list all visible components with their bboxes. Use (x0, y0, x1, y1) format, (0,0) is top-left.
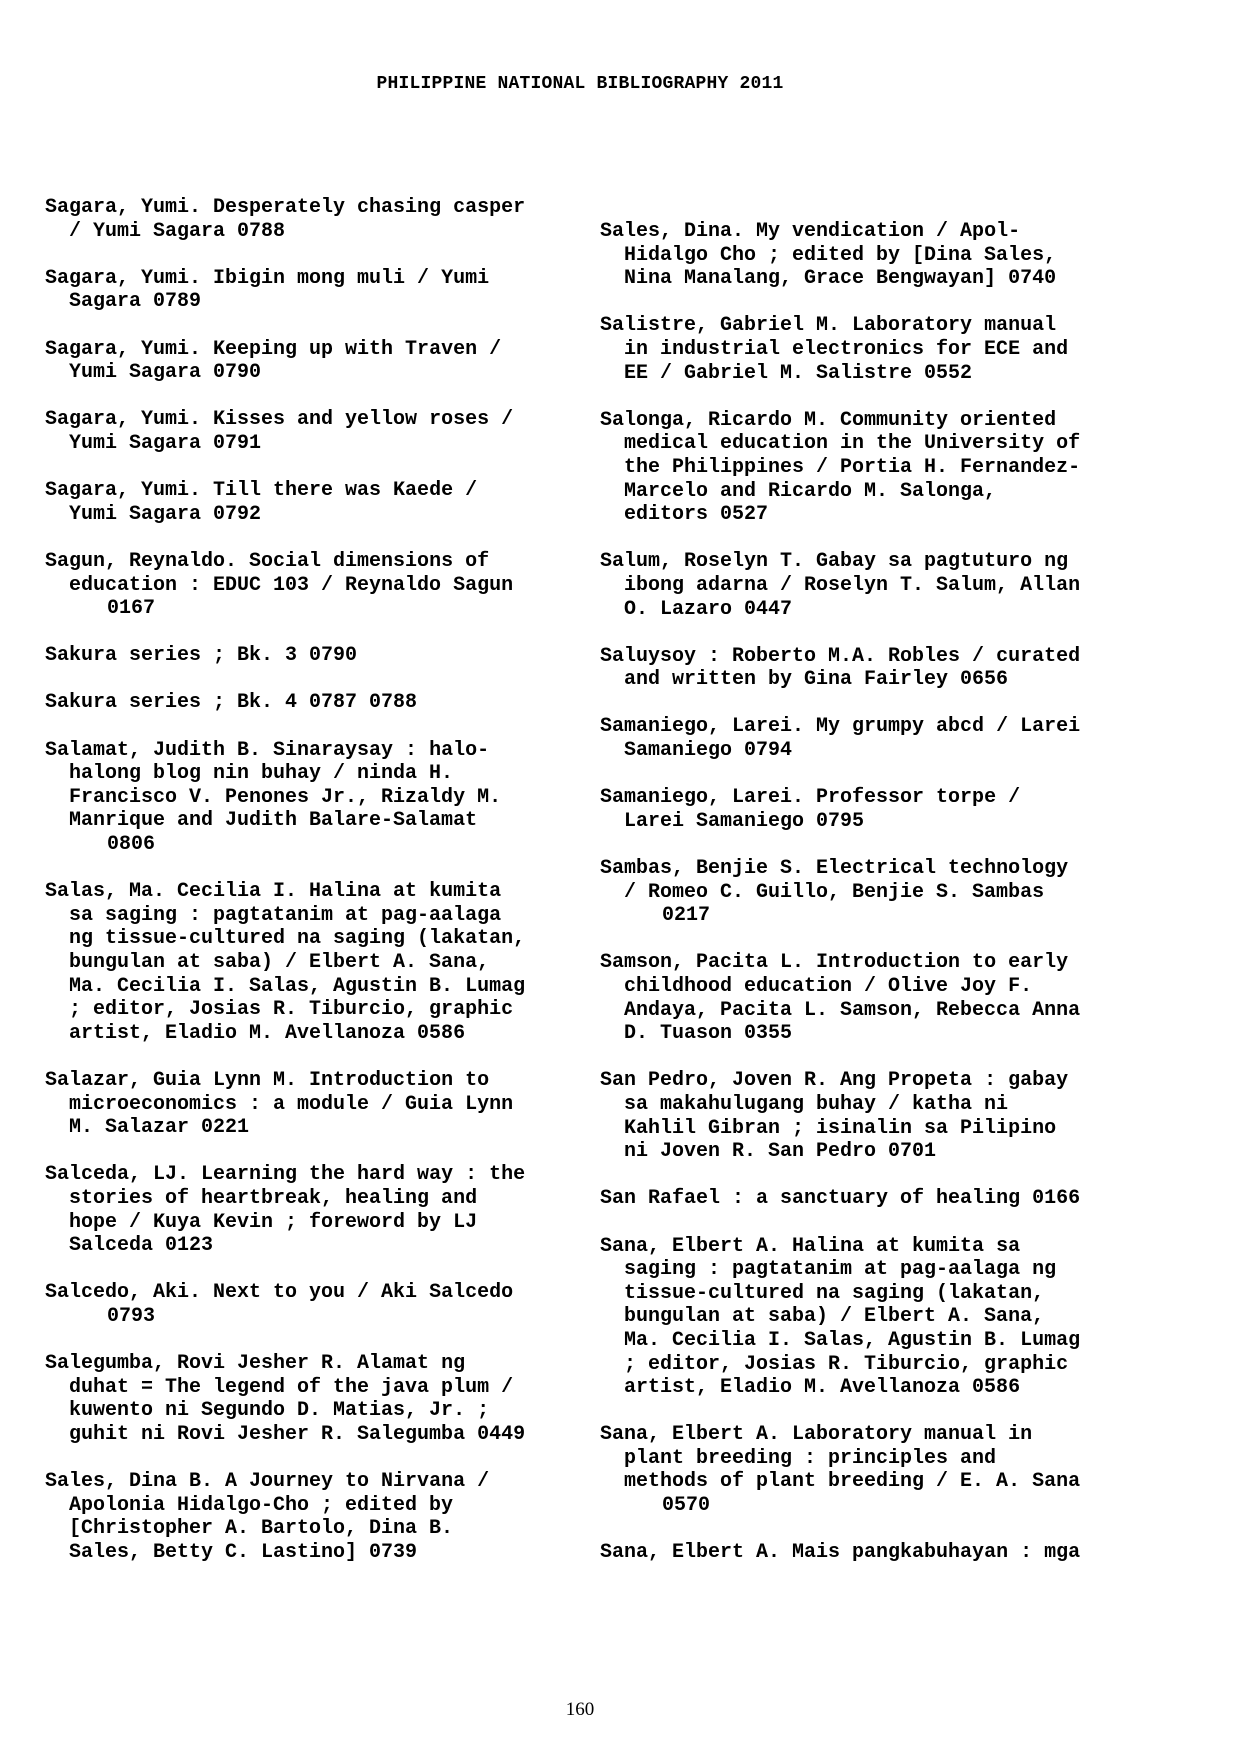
entry-continuation-line: Yumi Sagara 0792 (69, 502, 262, 526)
entry-heading-line: Sagara, Yumi. Till there was Kaede / (45, 479, 478, 503)
entry-heading-line: Sambas, Benjie S. Electrical technology (600, 857, 1069, 881)
bibliography-entry (45, 691, 580, 715)
bibliography-entry (45, 739, 580, 857)
entry-continuation-line: Larei Samaniego 0795 (624, 809, 865, 833)
entry-continuation-line: editors 0527 (624, 503, 769, 527)
entry-continuation-line: D. Tuason 0355 (624, 1022, 793, 1046)
entry-heading-line: Saluysoy : Roberto M.A. Robles / curated (600, 644, 1081, 668)
entry-continuation-line: M. Salazar 0221 (69, 1116, 250, 1140)
entry-heading-line: Sales, Dina. My vendication / Apol- (600, 220, 1021, 243)
entry-continuation-line: Marcelo and Ricardo M. Salonga, (624, 479, 997, 503)
bibliography-entry (45, 1281, 580, 1328)
entry-continuation-line: Ma. Cecilia I. Salas, Agustin B. Lumag (624, 1328, 1081, 1352)
bibliography-entry (45, 1069, 580, 1140)
bibliography-entry (45, 880, 580, 1045)
bibliography-entry (45, 479, 580, 526)
entry-heading-line: Salegumba, Rovi Jesher R. Alamat ng (45, 1352, 466, 1376)
entry-continuation-line: Yumi Sagara 0790 (69, 361, 262, 385)
bibliography-entry (600, 409, 1135, 527)
entry-continuation-line: ni Joven R. San Pedro 0701 (624, 1140, 937, 1164)
bibliography-entry (45, 408, 580, 455)
page-number: 160 (565, 1699, 595, 1720)
entry-continuation-line: Samaniego 0794 (624, 739, 793, 763)
bibliography-entry (600, 715, 1135, 762)
entry-heading-line: San Pedro, Joven R. Ang Propeta : gabay (600, 1069, 1069, 1093)
entry-continuation-line: duhat = The legend of the java plum / (69, 1375, 514, 1399)
entry-heading-line: Samaniego, Larei. Professor torpe / (600, 786, 1021, 810)
entry-heading-line: Salum, Roselyn T. Gabay sa pagtuturo ng (600, 550, 1069, 574)
entry-continuation-line: Apolonia Hidalgo-Cho ; edited by (69, 1493, 454, 1517)
entry-continuation-line: halong blog nin buhay / ninda H. (69, 762, 454, 786)
bibliography-entry (600, 1069, 1135, 1163)
entry-heading-line: Sana, Elbert A. Halina at kumita sa (600, 1234, 1021, 1258)
entry-continuation-line: ; editor, Josias R. Tiburcio, graphic (624, 1352, 1069, 1376)
entry-record-number: 0167 (107, 597, 156, 621)
entry-continuation-line: childhood education / Olive Joy F. (624, 975, 1033, 998)
entry-heading-line: Salistre, Gabriel M. Laboratory manual (600, 314, 1057, 338)
bibliography-entry (45, 1352, 580, 1446)
entry-continuation-line: / Romeo C. Guillo, Benjie S. Sambas (624, 880, 1045, 904)
entry-continuation-line: Hidalgo Cho ; edited by [Dina Sales, (624, 243, 1057, 267)
entry-continuation-line: plant breeding : principles and (624, 1446, 997, 1470)
entry-continuation-line: bungulan at saba) / Elbert A. Sana, (624, 1305, 1045, 1329)
entry-continuation-line: Kahlil Gibran ; isinalin sa Pilipino (624, 1116, 1057, 1140)
entry-continuation-line: ; editor, Josias R. Tiburcio, graphic (69, 998, 514, 1022)
bibliography-entry (45, 267, 580, 314)
bibliography-entry (600, 645, 1135, 692)
entry-continuation-line: sa saging : pagtatanim at pag-aalaga (69, 903, 502, 927)
entry-heading-line: Salas, Ma. Cecilia I. Halina at kumita (45, 880, 502, 904)
entry-continuation-line: EE / Gabriel M. Salistre 0552 (624, 361, 973, 385)
entry-continuation-line: [Christopher A. Bartolo, Dina B. (69, 1517, 454, 1541)
entry-heading-line: Sagara, Yumi. Desperately chasing casper (45, 196, 526, 219)
entry-continuation-line: artist, Eladio M. Avellanoza 0586 (69, 1021, 466, 1045)
entry-continuation-line: education : EDUC 103 / Reynaldo Sagun (69, 573, 514, 597)
entry-continuation-line: O. Lazaro 0447 (624, 597, 793, 621)
entry-continuation-line: ng tissue-cultured na saging (lakatan, (69, 927, 526, 951)
entry-heading-line: Sales, Dina B. A Journey to Nirvana / (45, 1470, 490, 1494)
bibliography-entry (600, 1187, 1135, 1211)
entry-heading-line: Sagara, Yumi. Ibigin mong muli / Yumi (45, 266, 490, 290)
bibliography-entry (600, 786, 1135, 833)
bibliography-entry (600, 1235, 1135, 1400)
entry-continuation-line: stories of heartbreak, healing and (69, 1186, 478, 1210)
entry-continuation-line: tissue-cultured na saging (lakatan, (624, 1281, 1045, 1305)
entry-continuation-line: Sales, Betty C. Lastino] 0739 (69, 1540, 418, 1564)
entry-continuation-line: methods of plant breeding / E. A. Sana (624, 1470, 1081, 1494)
bibliography-entry (600, 220, 1135, 291)
bibliography-entry (600, 951, 1135, 1045)
entry-continuation-line: in industrial electronics for ECE and (624, 337, 1069, 361)
entry-continuation-line: kuwento ni Segundo D. Matias, Jr. ; (69, 1399, 490, 1423)
entry-continuation-line: Francisco V. Penones Jr., Rizaldy M. (69, 785, 502, 809)
bibliography-entry (45, 196, 580, 243)
entry-continuation-line: bungulan at saba) / Elbert A. Sana, (69, 951, 490, 974)
entry-continuation-line: hope / Kuya Kevin ; foreword by LJ (69, 1210, 478, 1234)
entry-heading-line: Sana, Elbert A. Laboratory manual in (600, 1423, 1033, 1447)
entry-heading-line: Sagara, Yumi. Kisses and yellow roses / (45, 408, 514, 432)
entry-heading-line: Samson, Pacita L. Introduction to early (600, 951, 1069, 975)
entry-continuation-line: / Yumi Sagara 0788 (69, 219, 286, 243)
page-header-title: PHILIPPINE NATIONAL BIBLIOGRAPHY 2011 (376, 74, 784, 94)
entry-continuation-line: and written by Gina Fairley 0656 (624, 668, 1009, 692)
entry-record-number: 0793 (107, 1304, 156, 1328)
left-column (45, 196, 580, 1588)
entry-heading-line: Salceda, LJ. Learning the hard way : the (45, 1163, 526, 1187)
entry-continuation-line: Andaya, Pacita L. Samson, Rebecca Anna (624, 998, 1081, 1022)
entry-continuation-line: guhit ni Rovi Jesher R. Salegumba 0449 (69, 1422, 526, 1446)
bibliography-entry (45, 338, 580, 385)
entry-continuation-line: Salceda 0123 (69, 1234, 214, 1258)
entry-record-number: 0217 (662, 904, 711, 928)
bibliography-entry (45, 1163, 580, 1257)
entry-continuation-line: ibong adarna / Roselyn T. Salum, Allan (624, 573, 1081, 597)
bibliography-entry (45, 1470, 580, 1564)
bibliography-entry (600, 1541, 1135, 1565)
entry-heading-line: Sakura series ; Bk. 4 0787 0788 (45, 691, 418, 715)
bibliography-entry (600, 314, 1135, 385)
entry-continuation-line: Sagara 0789 (69, 290, 202, 314)
entry-continuation-line: medical education in the University of (624, 432, 1081, 456)
bibliography-entry (600, 550, 1135, 621)
entry-continuation-line: microeconomics : a module / Guia Lynn (69, 1092, 514, 1116)
entry-continuation-line: Yumi Sagara 0791 (69, 431, 262, 455)
entry-heading-line: Salazar, Guia Lynn M. Introduction to (45, 1068, 490, 1092)
entry-heading-line: San Rafael : a sanctuary of healing 0166 (600, 1187, 1081, 1211)
bibliography-entry (600, 857, 1135, 928)
entry-heading-line: Sakura series ; Bk. 3 0790 (45, 644, 358, 668)
entry-record-number: 0570 (662, 1494, 711, 1518)
entry-heading-line: Sana, Elbert A. Mais pangkabuhayan : mga (600, 1541, 1081, 1565)
right-column (600, 220, 1135, 1588)
bibliography-entry (45, 644, 580, 668)
bibliography-entry (45, 550, 580, 621)
entry-continuation-line: Ma. Cecilia I. Salas, Agustin B. Lumag (69, 974, 526, 998)
entry-heading-line: Sagun, Reynaldo. Social dimensions of (45, 549, 490, 573)
entry-heading-line: Salonga, Ricardo M. Community oriented (600, 408, 1057, 432)
entry-continuation-line: Manrique and Judith Balare-Salamat (69, 809, 478, 833)
entry-heading-line: Sagara, Yumi. Keeping up with Traven / (45, 337, 502, 361)
entry-record-number: 0806 (107, 833, 156, 857)
entry-continuation-line: the Philippines / Portia H. Fernandez- (624, 455, 1081, 479)
entry-continuation-line: sa makahulugang buhay / katha ni (624, 1092, 1009, 1116)
entry-continuation-line: saging : pagtatanim at pag-aalaga ng (624, 1258, 1057, 1282)
entry-continuation-line: Nina Manalang, Grace Bengwayan] 0740 (624, 267, 1057, 291)
entry-continuation-line: artist, Eladio M. Avellanoza 0586 (624, 1376, 1021, 1400)
entry-heading-line: Salcedo, Aki. Next to you / Aki Salcedo (45, 1281, 514, 1305)
bibliography-entry (600, 1423, 1135, 1517)
entry-heading-line: Samaniego, Larei. My grumpy abcd / Larei (600, 715, 1081, 739)
entry-heading-line: Salamat, Judith B. Sinaraysay : halo- (45, 738, 490, 762)
